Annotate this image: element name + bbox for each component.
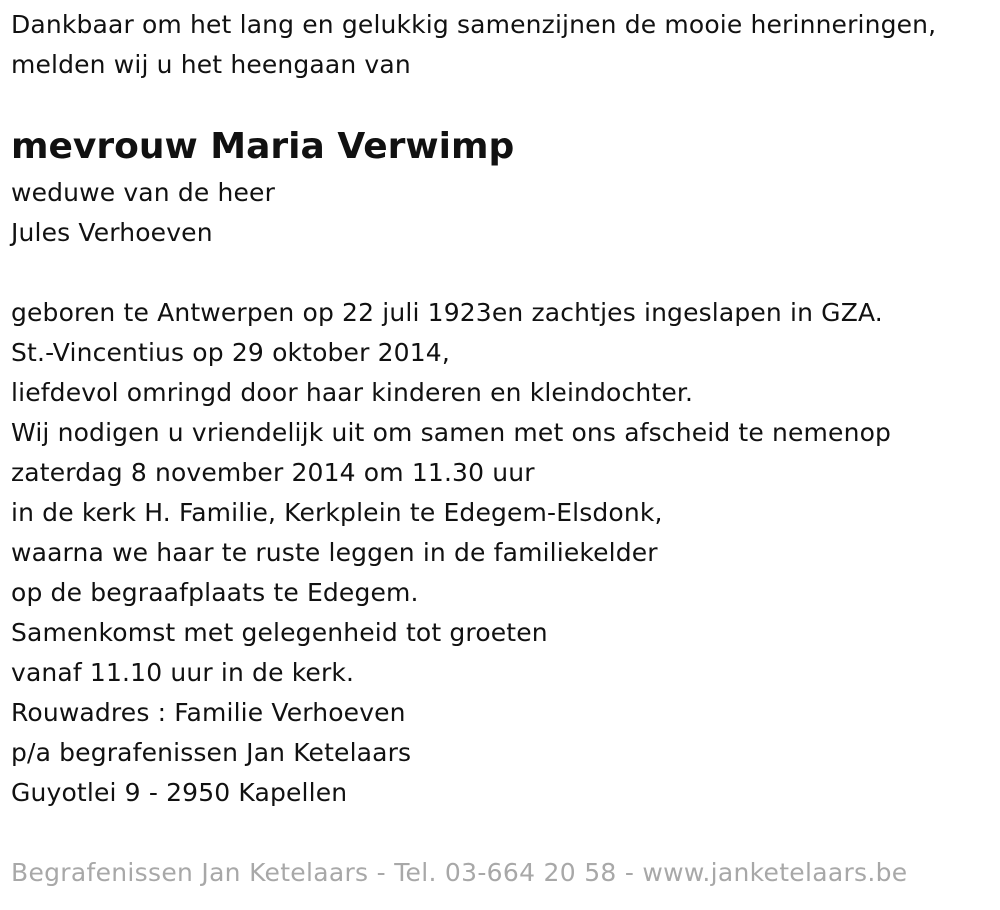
- body-line: op de begraafplaats te Edegem.: [11, 578, 419, 607]
- body-line: zaterdag 8 november 2014 om 11.30 uur: [11, 458, 535, 487]
- body-line: St.-Vincentius op 29 oktober 2014,: [11, 338, 450, 367]
- relation-line-1: weduwe van de heer: [11, 178, 276, 207]
- intro-line-2: melden wij u het heengaan van: [11, 50, 411, 79]
- intro-line-1: Dankbaar om het lang en gelukkig samenzijnen de mooie herinneringen,: [11, 10, 937, 39]
- mourning-address-line: p/a begrafenissen Jan Ketelaars: [11, 738, 412, 767]
- mourning-address-line: Guyotlei 9 - 2950 Kapellen: [11, 778, 348, 807]
- funeral-home-footer: Begrafenissen Jan Ketelaars - Tel. 03-664 20 58 - www.janketelaars.be: [11, 858, 908, 887]
- body-line: liefdevol omringd door haar kinderen en kleindochter.: [11, 378, 694, 407]
- body-line: in de kerk H. Familie, Kerkplein te Edegem-Elsdonk,: [11, 498, 663, 527]
- relation-line-2: Jules Verhoeven: [11, 218, 213, 247]
- body-line: geboren te Antwerpen op 22 juli 1923en zachtjes ingeslapen in GZA.: [11, 298, 883, 327]
- body-line: Wij nodigen u vriendelijk uit om samen met ons afscheid te nemenop: [11, 418, 892, 447]
- body-line: waarna we haar te ruste leggen in de familiekelder: [11, 538, 658, 567]
- body-line: vanaf 11.10 uur in de kerk.: [11, 658, 355, 687]
- body-line: Samenkomst met gelegenheid tot groeten: [11, 618, 548, 647]
- mourning-address-line: Rouwadres : Familie Verhoeven: [11, 698, 406, 727]
- deceased-name: mevrouw Maria Verwimp: [11, 126, 515, 167]
